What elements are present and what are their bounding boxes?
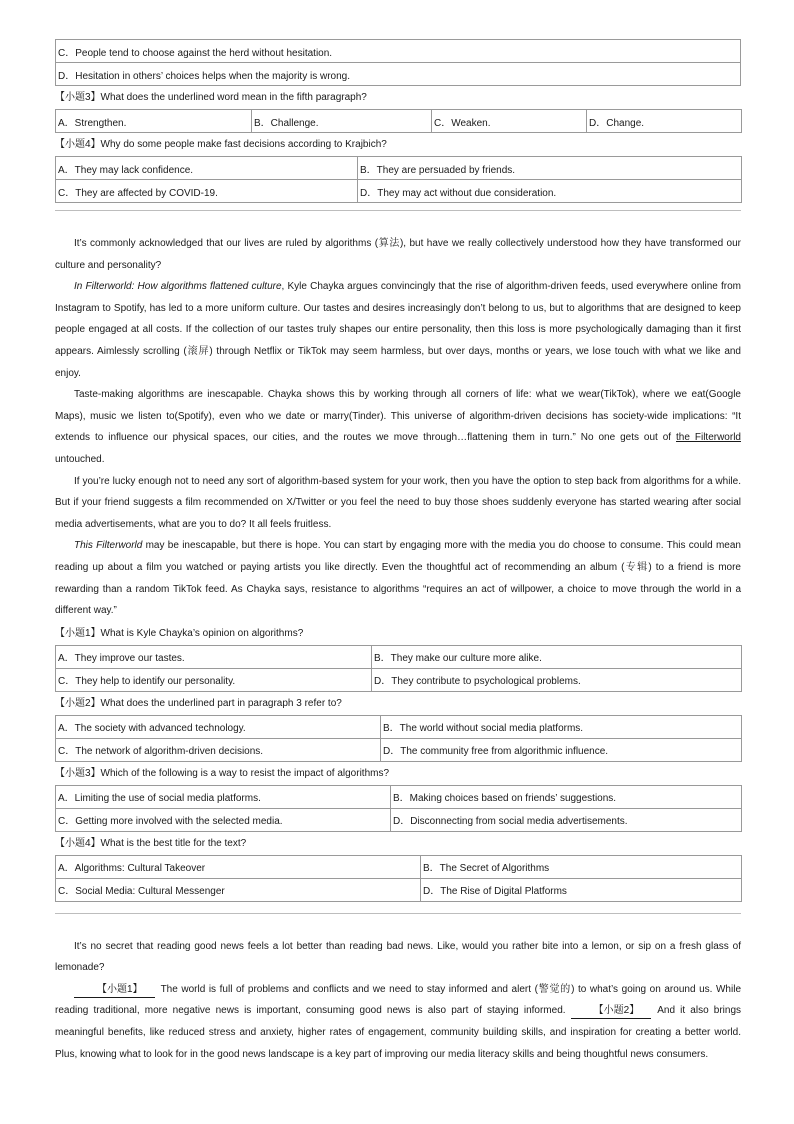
option-d[interactable]: D．They may act without due consideration. (358, 180, 742, 203)
option-d[interactable]: D．Change. (587, 110, 742, 133)
news-paragraph-1: It’s no secret that reading good news feels a lot better than reading bad news. Like, would you rather bite into a lemon, or sip on a fresh glass of lemonade? (55, 940, 741, 974)
prev-q4-options (55, 156, 742, 203)
q1-stem: 【小题1】What is Kyle Chayka’s opinion on algorithms? (55, 627, 304, 639)
answer-blank-2[interactable]: 【小题2】 (571, 1004, 652, 1019)
answer-blank-1[interactable]: 【小题1】 (74, 983, 155, 998)
prev-q4-stem: 【小题4】Why do some people make fast decisions according to Krajbich? (55, 139, 387, 150)
option-b[interactable]: B．The Secret of Algorithms (421, 855, 742, 878)
prev-q3-options (55, 109, 742, 133)
option-c[interactable]: C．Getting more involved with the selected media. (56, 808, 391, 831)
option-d[interactable]: D．Disconnecting from social media advertisements. (391, 808, 742, 831)
q2-stem: 【小题2】What does the underlined part in paragraph 3 refer to? (55, 697, 342, 709)
option-c[interactable]: C．They help to identify our personality. (56, 668, 372, 691)
option-a[interactable]: A．The society with advanced technology. (56, 715, 381, 738)
option-d[interactable]: D．They contribute to psychological problems. (372, 668, 742, 691)
option-a[interactable]: A．They improve our tastes. (56, 645, 372, 668)
option-c[interactable]: C．They are affected by COVID-19. (56, 180, 358, 203)
option-d[interactable]: D．The Rise of Digital Platforms (421, 878, 742, 901)
prev-q2-options (55, 39, 741, 86)
paragraph-3-end: untouched. (55, 453, 105, 465)
paragraph-2 (55, 276, 741, 384)
paragraph-3-text: Taste-making algorithms are inescapable. Chayka shows this by working through all corners of life: what we wear(TikTok), where we eat(Google Maps), music we listen to(Spotify), even who we date or marry(Tinder). This universe of algorithm-driven decisions has society-wide implications: “It extends to influence our physical spaces, our cities, and the routes we move through…flattening them in turn.” No one gets out of (55, 389, 741, 444)
paragraph-5 (55, 535, 741, 621)
q4-options (55, 855, 742, 902)
option-a[interactable]: A．Algorithms: Cultural Takeover (56, 855, 421, 878)
news-paragraph-2 (55, 979, 741, 1065)
book-reference: This Filterworld (74, 540, 143, 552)
option-c[interactable]: C．The network of algorithm-driven decisions. (56, 738, 381, 761)
option-d[interactable]: D．Hesitation in others’ choices helps when the majority is wrong. (56, 63, 741, 86)
option-b[interactable]: B．The world without social media platforms. (381, 715, 742, 738)
paragraph-5-text: may be inescapable, but there is hope. You can start by engaging more with the media you do choose to consume. This could mean reading up about a film you watched or paying artists you like directly. Even the thoughtful act of recommending an album (专辑) to a friend is more rewarding than a random TikTok feed. As Chayka says, resistance to algorithms “requires an act of willpower, a choice to move through the world in a different way.” (55, 540, 741, 617)
option-b[interactable]: B．They are persuaded by friends. (358, 157, 742, 180)
option-c[interactable]: C．Social Media: Cultural Messenger (56, 878, 421, 901)
underlined-phrase: the Filterworld (676, 432, 741, 444)
paragraph-4: If you’re lucky enough not to need any sort of algorithm-based system for your work, then you have the option to step back from algorithms for a while. But if your friend suggests a film recommended on X/Twitter or you feel the need to buy those shoes suddenly everyone has started wearing after social media advertisements, what are you to do? It all feels fruitless. (55, 475, 741, 530)
news-paragraph-2-text-a: The world is full of problems and conflicts and we need to stay informed and alert (警觉的) to what’s going on around us. While reading traditional, more negative news is important, consuming good news is also part of staying informed. (55, 983, 741, 1017)
prev-q3-stem: 【小题3】What does the underlined word mean in the fifth paragraph? (55, 92, 367, 103)
q3-options (55, 785, 742, 832)
option-b[interactable]: B．They make our culture more alike. (372, 645, 742, 668)
book-title: In Filterworld: How algorithms flattened culture (74, 281, 282, 293)
option-a[interactable]: A．Limiting the use of social media platforms. (56, 785, 391, 808)
news-paragraph-2-text-b: And it also brings meaningful benefits, like reduced stress and anxiety, higher rates of engagement, community building skills, and inspiration for creating a better world. Plus, knowing what to look for in the good news landscape is a key part of improving our media literacy skills and being thoughtful news consumers. (55, 1005, 741, 1060)
q4-stem: 【小题4】What is the best title for the text? (55, 837, 247, 849)
option-b[interactable]: B．Making choices based on friends’ suggestions. (391, 785, 742, 808)
option-c[interactable]: C．Weaken. (432, 110, 587, 133)
q1-options (55, 645, 742, 692)
q3-stem: 【小题3】Which of the following is a way to resist the impact of algorithms? (55, 767, 390, 779)
option-a[interactable]: A．They may lack confidence. (56, 157, 358, 180)
option-d[interactable]: D．The community free from algorithmic influence. (381, 738, 742, 761)
paragraph-3 (55, 384, 741, 470)
paragraph-2-text: , Kyle Chayka argues convincingly that the rise of algorithm-driven feeds, used everywhere online from Instagram to Spotify, has led to a more uniform culture. Our tastes and desires increasingly don’t belong to us, but to algorithms that are designed to keep people engaged at all costs. If the collection of our tastes truly shapes our entire personality, then this loss is more psychologically damaging than it first appears. Aimlessly scrolling (滚屏) through Netflix or TikTok may seem harmless, but over days, months or years, we lose touch with what we like and enjoy. (55, 281, 741, 379)
paragraph-1: It’s commonly acknowledged that our lives are ruled by algorithms (算法), but have we really collectively understood how they have transformed our culture and personality? (55, 238, 741, 271)
option-a[interactable]: A．Strengthen. (56, 110, 252, 133)
document-page (55, 39, 741, 1065)
option-b[interactable]: B．Challenge. (252, 110, 432, 133)
option-c[interactable]: C．People tend to choose against the herd without hesitation. (56, 40, 741, 63)
q2-options (55, 715, 742, 762)
